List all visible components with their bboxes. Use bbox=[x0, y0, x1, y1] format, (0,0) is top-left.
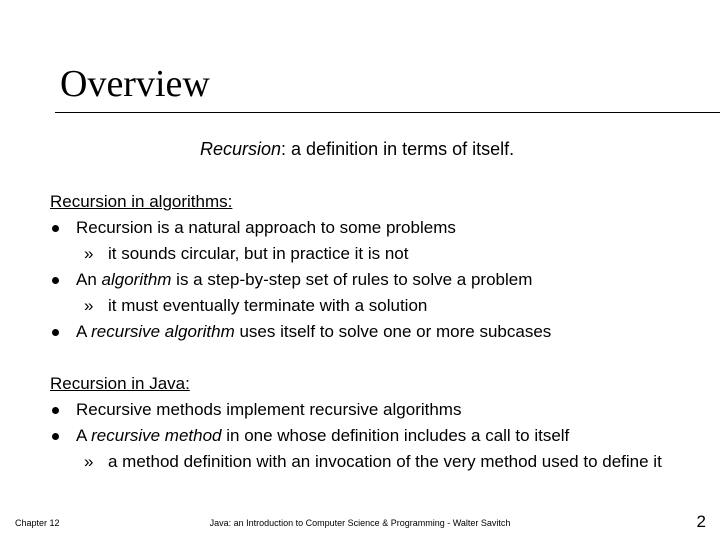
bullet-text: in one whose definition includes a call to itself bbox=[221, 426, 570, 445]
footer-book-title: Java: an Introduction to Computer Science & Programming - Walter Savitch bbox=[209, 518, 511, 528]
sub-bullet-marker: » bbox=[84, 452, 94, 471]
section-java bbox=[50, 371, 662, 475]
definition-line bbox=[200, 137, 514, 161]
section-heading: Recursion in algorithms: bbox=[50, 192, 233, 211]
sub-bullet-item bbox=[50, 241, 551, 267]
bullet-text: A bbox=[76, 322, 92, 341]
bullet-item bbox=[50, 423, 662, 449]
title-divider bbox=[55, 112, 720, 113]
bullet-emphasis: algorithm bbox=[101, 270, 172, 289]
bullet-text: An bbox=[76, 270, 102, 289]
bullet-dot-icon bbox=[52, 433, 59, 440]
footer-chapter: Chapter 12 bbox=[15, 518, 60, 528]
bullet-dot-icon bbox=[52, 407, 59, 414]
sub-bullet-text: a method definition with an invocation of the very method used to define it bbox=[108, 452, 662, 471]
bullet-text: Recursion is a natural approach to some problems bbox=[76, 218, 456, 237]
section-heading: Recursion in Java: bbox=[50, 374, 190, 393]
sub-bullet-item bbox=[50, 449, 662, 475]
bullet-dot-icon bbox=[52, 225, 59, 232]
bullet-text: is a step-by-step set of rules to solve a problem bbox=[171, 270, 533, 289]
definition-text: : a definition in terms of itself. bbox=[281, 139, 515, 159]
page-number: 2 bbox=[696, 512, 706, 531]
slide-title: Overview bbox=[60, 63, 210, 105]
section-algorithms bbox=[50, 189, 551, 345]
sub-bullet-item bbox=[50, 293, 551, 319]
bullet-item bbox=[50, 397, 662, 423]
bullet-dot-icon bbox=[52, 277, 59, 284]
bullet-text: uses itself to solve one or more subcases bbox=[234, 322, 552, 341]
bullet-text: A bbox=[76, 426, 92, 445]
bullet-item bbox=[50, 215, 551, 241]
bullet-item bbox=[50, 267, 551, 293]
bullet-emphasis: recursive algorithm bbox=[91, 322, 235, 341]
bullet-item bbox=[50, 319, 551, 345]
sub-bullet-marker: » bbox=[84, 296, 94, 315]
bullet-text: Recursive methods implement recursive algorithms bbox=[76, 400, 462, 419]
definition-term: Recursion bbox=[200, 139, 282, 159]
sub-bullet-text: it sounds circular, but in practice it is not bbox=[108, 244, 409, 263]
bullet-dot-icon bbox=[52, 329, 59, 336]
bullet-emphasis: recursive method bbox=[91, 426, 222, 445]
sub-bullet-text: it must eventually terminate with a solution bbox=[108, 296, 428, 315]
sub-bullet-marker: » bbox=[84, 244, 94, 263]
